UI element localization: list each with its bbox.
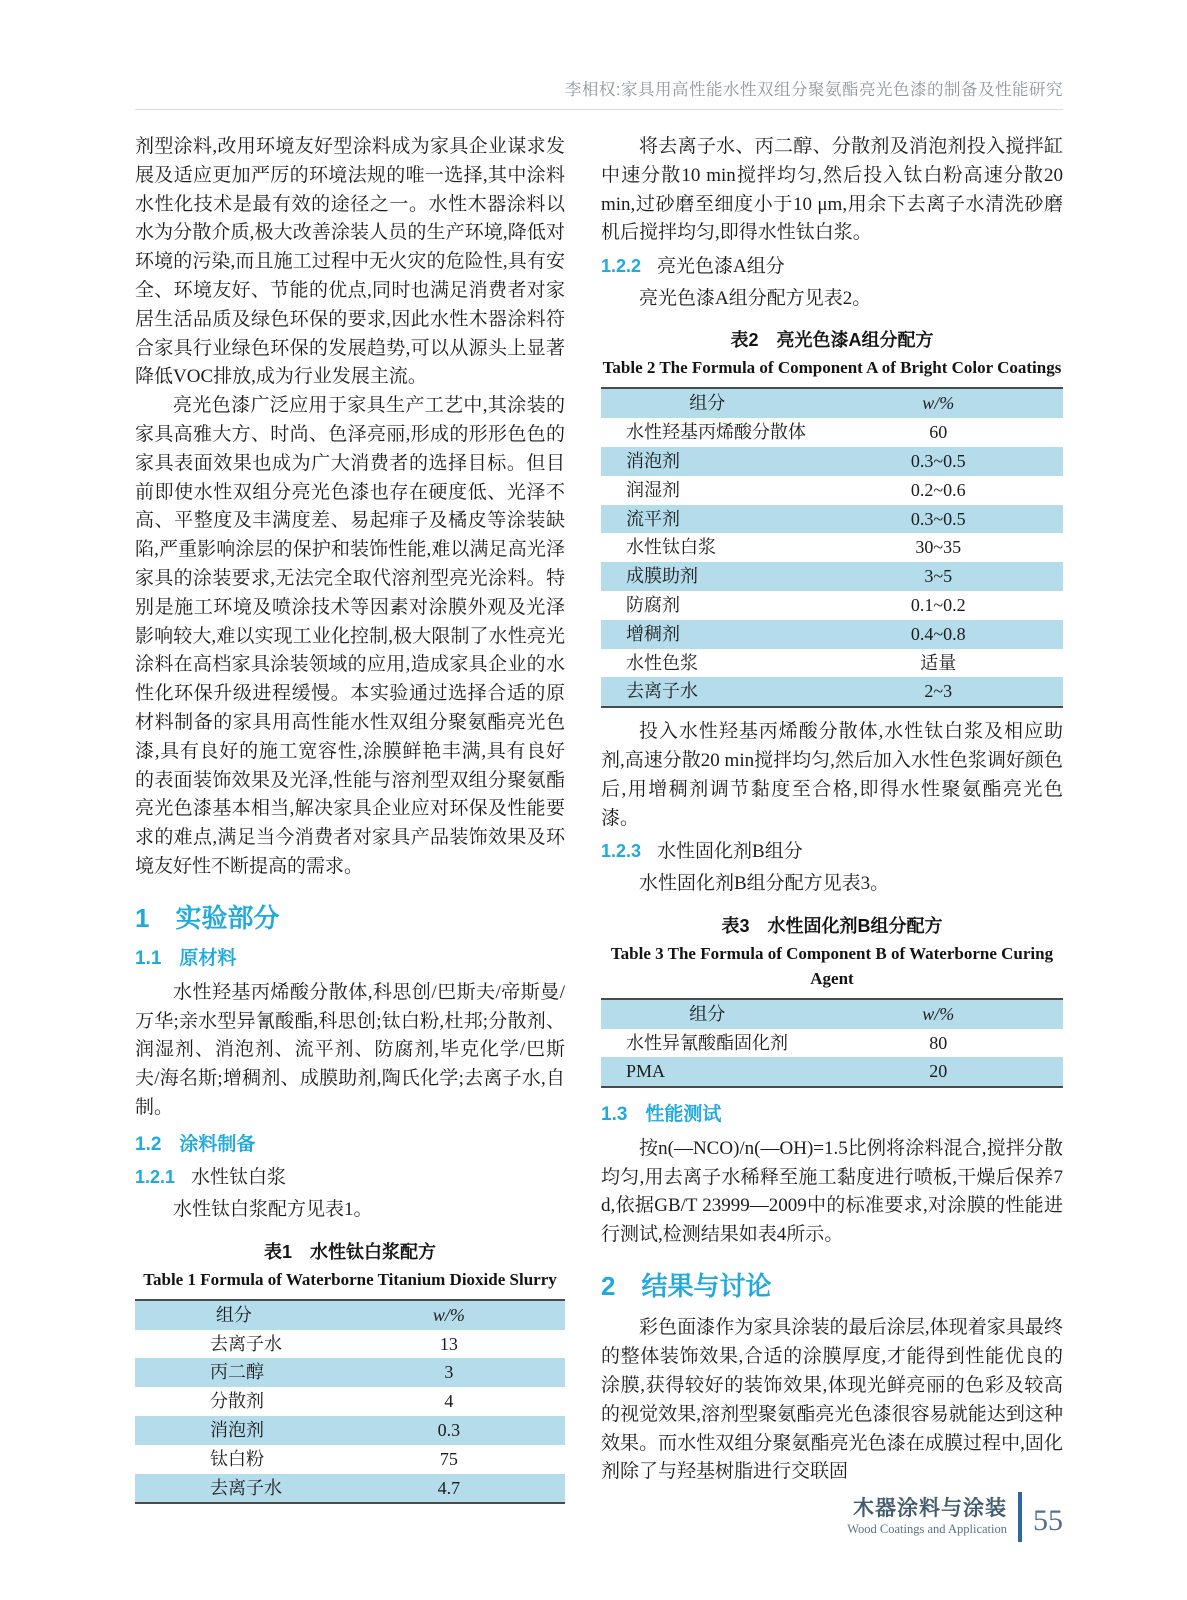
paragraph: 水性羟基丙烯酸分散体,科思创/巴斯夫/帝斯曼/万华;亲水型异氰酸酯,科思创;钛白粉,杜邦;分散剂、润湿剂、消泡剂、流平剂、防腐剂,毕克化学/巴斯夫/海名斯;增稠剂、成膜助剂,陶氏化学;去离子水,自制。 <box>135 981 565 1119</box>
table3-header <box>601 999 1063 1029</box>
component-cell: 水性异氰酸酯固化剂 <box>626 1032 788 1053</box>
journal-name-block <box>847 1496 1007 1537</box>
table-row <box>601 1029 1063 1058</box>
section-title: 水性固化剂B组分 <box>657 841 803 863</box>
subsection-heading-1-2 <box>135 1132 565 1158</box>
value-cell: 80 <box>929 1032 948 1053</box>
component-cell: 水性色浆 <box>626 652 698 673</box>
paragraph: 将去离子水、丙二醇、分散剂及消泡剂投入搅拌缸中速分散10 min搅拌均匀,然后投入钛白粉高速分散20 min,过砂磨至细度小于10 μm,用余下去离子水清洗砂磨机后搅拌均匀,即得水性钛白浆。 <box>601 136 1063 244</box>
table-row <box>135 1387 565 1416</box>
section-title: 涂料制备 <box>179 1133 256 1155</box>
paragraph: 水性钛白浆配方见表1。 <box>173 1198 373 1220</box>
table1-header <box>135 1300 565 1330</box>
value-cell: 0.3~0.5 <box>910 451 966 472</box>
table2-caption-zh: 表2 亮光色漆A组分配方 <box>730 330 934 351</box>
table-row <box>601 677 1063 707</box>
column-header-value: w/% <box>432 1304 465 1325</box>
value-cell: 0.4~0.8 <box>910 623 966 644</box>
table-row <box>601 591 1063 620</box>
column-header-value: w/% <box>922 393 955 414</box>
section-number: 1.2.1 <box>135 1167 176 1188</box>
page-footer <box>135 1492 1063 1542</box>
paragraph: 亮光色漆广泛应用于家具生产工艺中,其涂装的家具高雅大方、时尚、色泽亮丽,形成的形形色色的家具表面效果也成为广大消费者的选择目标。但目前即使水性双组分亮光色漆也存在硬度低、光泽不高、平整度及丰满度差、易起痱子及橘皮等涂装缺陷,严重影响涂层的保护和装饰性能,难以满足高光泽家具的涂装要求,无法完全取代溶剂型亮光涂料。特别是施工环境及喷涂技术等因素对涂膜外观及光泽影响较大,难以实现工业化控制,极大限制了水性亮光涂料在高档家具涂装领域的应用,造成家具企业的水性化环保升级进程缓慢。本实验通过选择合适的原材料制备的家具用高性能水性双组分聚氨酯亮光色漆,具有良好的施工宽容性,涂膜鲜艳丰满,具有良好的表面装饰效果及光泽,性能与溶剂型双组分聚氨酯亮光色漆基本相当,解决家具企业应对环保及性能要求的难点,满足当今消费者对家具产品装饰效果及环境友好性不断提高的需求。 <box>135 395 565 877</box>
section-title: 性能测试 <box>645 1104 722 1126</box>
section-number: 1.1 <box>135 948 162 970</box>
subsection-heading-1-2-1 <box>135 1164 565 1193</box>
right-column <box>601 133 1063 1487</box>
section-title: 原材料 <box>179 948 237 970</box>
table-row <box>601 447 1063 476</box>
value-cell: 3~5 <box>924 566 953 587</box>
section-number: 1.2.3 <box>601 841 642 862</box>
subsection-heading-1-3 <box>601 1102 1063 1128</box>
table3 <box>601 998 1063 1088</box>
component-cell: 成膜助剂 <box>626 566 698 587</box>
section-title: 亮光色漆A组分 <box>657 256 785 278</box>
component-cell: 分散剂 <box>210 1391 264 1412</box>
section-title: 实验部分 <box>175 902 280 933</box>
value-cell: 60 <box>929 422 948 443</box>
section-number: 1.2.2 <box>601 256 642 277</box>
component-cell: 流平剂 <box>626 508 680 529</box>
component-cell: 水性羟基丙烯酸分散体 <box>626 422 806 443</box>
value-cell: 75 <box>439 1448 458 1469</box>
column-header-component: 组分 <box>215 1304 252 1325</box>
footer-divider-bar <box>1018 1492 1022 1542</box>
component-cell: 防腐剂 <box>626 595 680 616</box>
table-row <box>601 1057 1063 1087</box>
value-cell: 2~3 <box>924 681 953 702</box>
paragraph: 彩色面漆作为家具涂装的最后涂层,体现着家具最终的整体装饰效果,合适的涂膜厚度,才能得到性能优良的涂膜,获得较好的装饰效果,体现光鲜亮丽的色彩及较高的视觉效果,溶剂型聚氨酯亮光色漆很容易就能达到这种效果。而水性双组分聚氨酯亮光色漆在成膜过程中,固化剂除了与羟基树脂进行交联固 <box>601 1317 1063 1483</box>
component-cell: 丙二醇 <box>210 1362 264 1383</box>
table-row <box>135 1358 565 1387</box>
table-row <box>601 562 1063 591</box>
table3-body <box>601 1029 1063 1088</box>
section-number: 1.3 <box>601 1104 628 1126</box>
column-header-component: 组分 <box>689 393 726 414</box>
value-cell: 30~35 <box>915 537 962 558</box>
table2-body <box>601 418 1063 707</box>
paragraph: 剂型涂料,改用环境友好型涂料成为家具企业谋求发展及适应更加严厉的环境法规的唯一选择,其中涂料水性化技术是最有效的途径之一。水性木器涂料以水为分散介质,极大改善涂装人员的生产环境,降低对环境的污染,而且施工过程中无火灾的危险性,具有安全、环境友好、节能的优点,同时也满足消费者对家居生活品质及绿色环保的要求,因此水性木器涂料符合家具行业绿色环保的发展趋势,可以从源头上显著降低VOC排放,成为行业发展主流。 <box>135 136 565 388</box>
subsection-heading-1-1 <box>135 946 565 972</box>
table-row <box>601 533 1063 562</box>
section-number: 2 <box>601 1270 616 1301</box>
subsection-heading-1-2-2 <box>601 253 1063 282</box>
value-cell: 0.3~0.5 <box>910 508 966 529</box>
journal-name-zh: 木器涂料与涂装 <box>853 1497 1007 1521</box>
section-heading-1 <box>135 902 565 935</box>
section-title: 水性钛白浆 <box>191 1167 287 1189</box>
table1 <box>135 1299 565 1505</box>
value-cell: 0.1~0.2 <box>910 595 966 616</box>
table3-caption <box>601 914 1063 991</box>
component-cell: 消泡剂 <box>210 1419 264 1440</box>
table1-caption-en: Table 1 Formula of Waterborne Titanium Dioxide Slurry <box>143 1269 557 1289</box>
value-cell: 4.7 <box>437 1477 461 1498</box>
table-row <box>601 649 1063 678</box>
value-cell: 13 <box>439 1333 458 1354</box>
value-cell: 20 <box>929 1061 948 1082</box>
component-cell: 增稠剂 <box>626 623 680 644</box>
component-cell: 消泡剂 <box>626 451 680 472</box>
value-cell: 4 <box>444 1391 454 1412</box>
section-number: 1.2 <box>135 1133 162 1155</box>
journal-name-en: Wood Coatings and Application <box>847 1522 1007 1537</box>
value-cell: 3 <box>444 1362 454 1383</box>
table2-header <box>601 388 1063 418</box>
component-cell: 去离子水 <box>210 1477 282 1498</box>
table-row <box>601 476 1063 505</box>
table-header-row <box>601 999 1063 1029</box>
table2-caption <box>601 328 1063 380</box>
table2 <box>601 387 1063 708</box>
table-header-row <box>601 388 1063 418</box>
table-row <box>601 620 1063 649</box>
table1-caption <box>135 1240 565 1292</box>
paragraph: 亮光色漆A组分配方见表2。 <box>639 287 872 309</box>
component-cell: 去离子水 <box>210 1333 282 1354</box>
value-cell: 0.2~0.6 <box>910 479 966 500</box>
running-head: 李相权:家具用高性能水性双组分聚氨酯亮光色漆的制备及性能研究 <box>135 76 1063 110</box>
table-row <box>135 1330 565 1359</box>
value-cell: 适量 <box>920 652 957 673</box>
paragraph: 水性固化剂B组分配方见表3。 <box>639 872 890 894</box>
left-column <box>135 133 565 1504</box>
component-cell: PMA <box>626 1061 666 1082</box>
table-row <box>135 1416 565 1445</box>
section-heading-2 <box>601 1270 1063 1303</box>
table-row <box>601 505 1063 534</box>
page-number: 55 <box>1033 1504 1063 1537</box>
table-header-row <box>135 1300 565 1330</box>
paragraph: 按n(—NCO)/n(—OH)=1.5比例将涂料混合,搅拌分散均匀,用去离子水稀释至施工黏度进行喷板,干燥后保养7 d,依据GB/T 23999—2009中的标准要求,对涂膜的性能进行测试,检测结果如表4所示。 <box>601 1137 1063 1246</box>
component-cell: 润湿剂 <box>626 479 680 500</box>
component-cell: 水性钛白浆 <box>626 537 716 558</box>
section-number: 1 <box>135 902 150 933</box>
section-title: 结果与讨论 <box>641 1270 772 1301</box>
table1-body <box>135 1330 565 1504</box>
subsection-heading-1-2-3 <box>601 838 1063 867</box>
table-row <box>135 1445 565 1474</box>
component-cell: 去离子水 <box>626 681 698 702</box>
table2-caption-en: Table 2 The Formula of Component A of Bright Color Coatings <box>602 358 1062 378</box>
column-header-component: 组分 <box>689 1003 726 1024</box>
table-row <box>601 418 1063 447</box>
column-header-value: w/% <box>922 1003 955 1024</box>
table3-caption-en: Table 3 The Formula of Component B of Waterborne Curing Agent <box>610 943 1054 988</box>
paragraph: 投入水性羟基丙烯酸分散体,水性钛白浆及相应助剂,高速分散20 min搅拌均匀,然后加入水性色浆调好颜色后,用增稠剂调节黏度至合格,即得水性聚氨酯亮光色漆。 <box>601 721 1063 829</box>
value-cell: 0.3 <box>437 1419 461 1440</box>
component-cell: 钛白粉 <box>210 1448 264 1469</box>
table1-caption-zh: 表1 水性钛白浆配方 <box>263 1241 436 1262</box>
table3-caption-zh: 表3 水性固化剂B组分配方 <box>721 915 943 936</box>
